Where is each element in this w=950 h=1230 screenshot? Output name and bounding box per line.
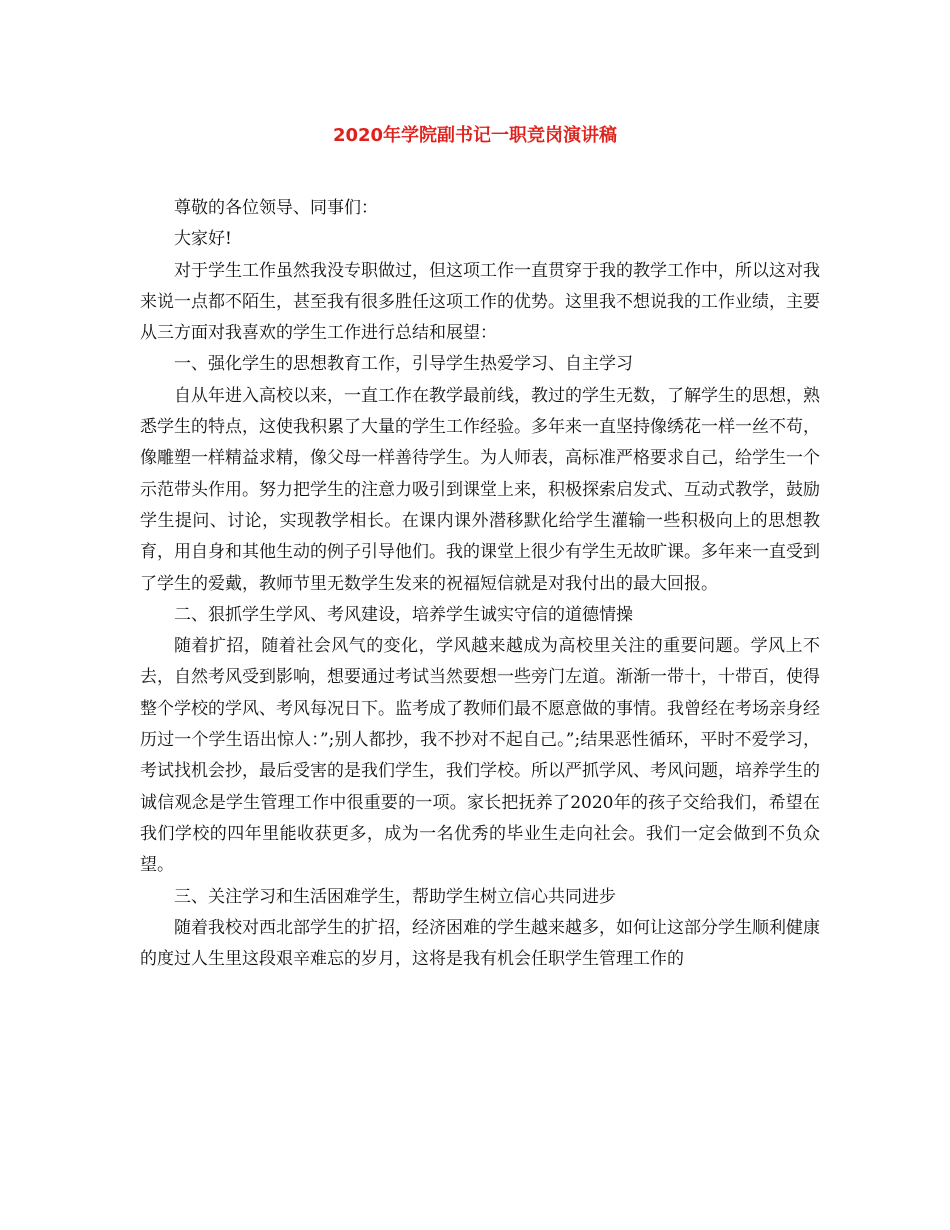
section-heading-1: 一、强化学生的思想教育工作，引导学生热爱学习、自主学习 [174,354,633,375]
intro-paragraph: 对于学生工作虽然我没专职做过，但这项工作一直贯穿于我的教学工作中，所以这对我来说一点都不陌生，甚至我有很多胜任这项工作的优势。这里我不想说我的工作业绩，主要从三方面对我喜欢的学生工作进行总结和展望： [140,260,820,344]
document-title: 2020年学院副书记一职竞岗演讲稿 [332,125,618,146]
section-heading-2: 二、狠抓学生学风、考风建设，培养学生诚实守信的道德情操 [174,604,633,625]
section-2-paragraph: 随着扩招，随着社会风气的变化，学风越来越成为高校里关注的重要问题。学风上不去，自然考风受到影响，想要通过考试当然要想一些旁门左道。渐渐一带十，十带百，使得整个学校的学风、考风每况日下。监考成了教师们最不愿意做的事情。我曾经在考场亲身经历过一个学生语出惊人：”;别人都抄，我不抄对不起自己。”;结果恶性循环，平时不爱学习，考试找机会抄，最后受害的是我们学生，我们学校。所以严抓学风、考风问题，培养学生的诚信观念是学生管理工作中很重要的一项。家长把抚养了2020年的孩子交给我们，希望在我们学校的四年里能收获更多，成为一名优秀的毕业生走向社会。我们一定会做到不负众望。 [140,636,820,876]
section-1-paragraph: 自从年进入高校以来，一直工作在教学最前线，教过的学生无数，了解学生的思想，熟悉学生的特点，这使我积累了大量的学生工作经验。多年来一直坚持像绣花一样一丝不苟，像雕塑一样精益求精，像父母一样善待学生。为人师表，高标准严格要求自己，给学生一个示范带头作用。努力把学生的注意力吸引到课堂上来，积极探索启发式、互动式教学，鼓励学生提问、讨论，实现教学相长。在课内课外潜移默化给学生灌输一些积极向上的思想教育，用自身和其他生动的例子引导他们。我的课堂上很少有学生无故旷课。多年来一直受到了学生的爱戴，教师节里无数学生发来的祝福短信就是对我付出的最大回报。 [140,385,820,594]
section-heading-3: 三、关注学习和生活困难学生，帮助学生树立信心共同进步 [174,886,616,907]
salutation: 尊敬的各位领导、同事们： [174,198,378,218]
document-body [140,193,820,975]
section-3-paragraph: 随着我校对西北部学生的扩招，经济困难的学生越来越多，如何让这部分学生顺利健康的度过人生里这段艰辛难忘的岁月，这将是我有机会任职学生管理工作的 [140,917,820,970]
greeting: 大家好! [174,229,232,250]
